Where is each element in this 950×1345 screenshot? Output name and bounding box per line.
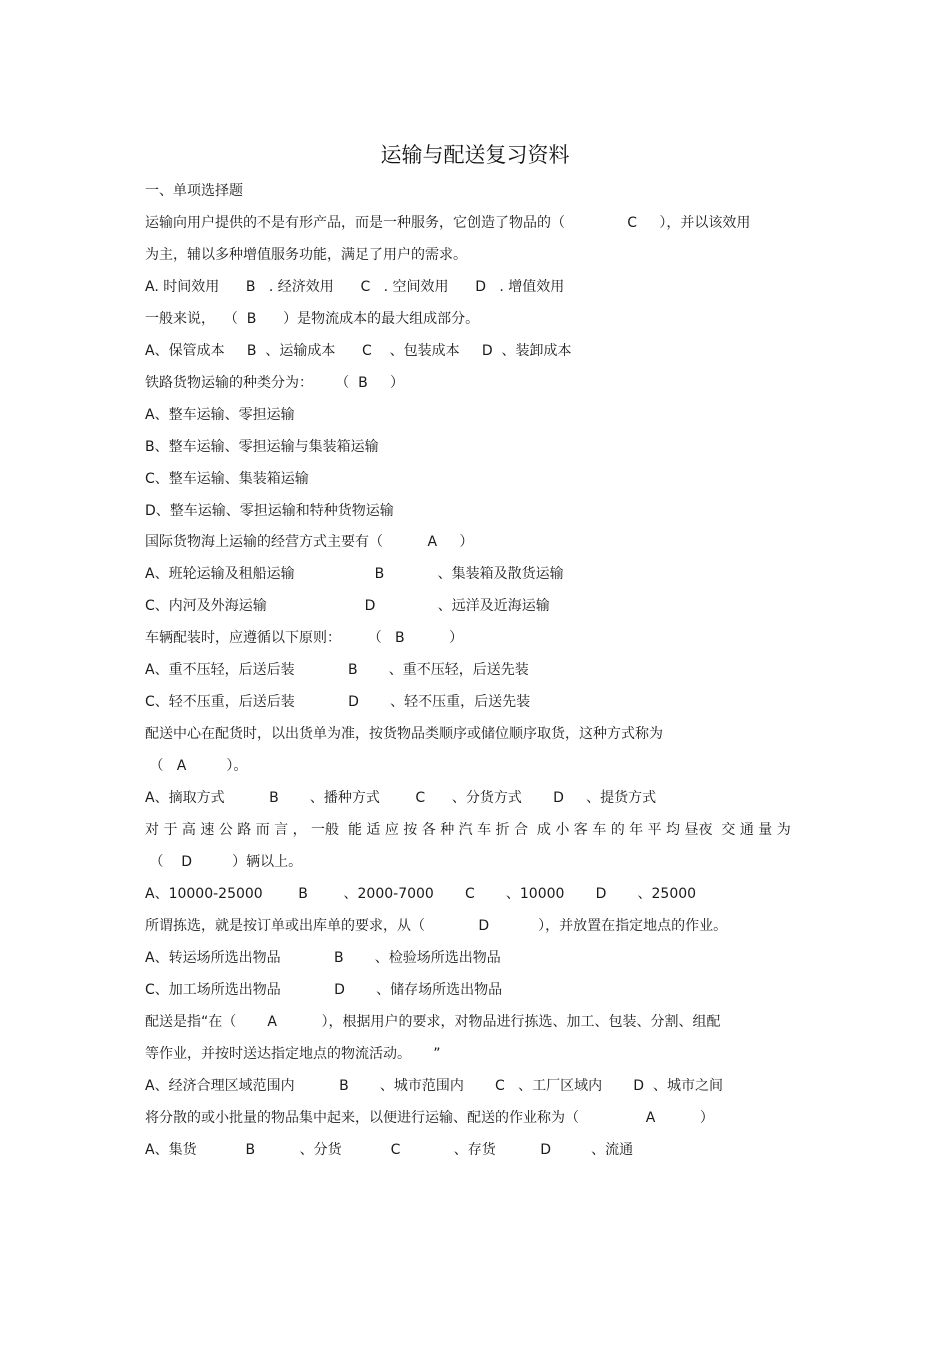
text-line: 一般来说， （ B ）是物流成本的最大组成部分。 (145, 311, 480, 327)
text-line: C、加工场所选出物品 D 、储存场所选出物品 (145, 982, 503, 998)
text-line: A、摘取方式 B 、播种方式 C 、分货方式 D 、提货方式 (145, 790, 657, 806)
text-line: 铁路货物运输的种类分为： （ B ） (145, 375, 405, 391)
text-line: 车辆配装时，应遵循以下原则： （ B ） (145, 630, 464, 646)
text-line: （ A ）。 (145, 758, 248, 774)
text-line: 配送中心在配货时，以出货单为准，按货物品类顺序或储位顺序取货，这种方式称为 (145, 726, 663, 742)
text-line: 等作业，并按时送达指定地点的物流活动。 ” (145, 1046, 441, 1062)
text-line: 运输向用户提供的不是有形产品，而是一种服务，它创造了物品的（ C ），并以该效用 (145, 215, 751, 231)
text-line: B、整车运输、零担运输与集装箱运输 (145, 439, 379, 455)
text-line: A. 时间效用 B . 经济效用 C . 空间效用 D . 增值效用 (145, 279, 565, 295)
text-line: A、经济合理区域范围内 B 、城市范围内 C 、工厂区域内 D 、城市之间 (145, 1078, 723, 1094)
document-title: 运输与配送复习资料 (380, 143, 570, 167)
text-line: A、转运场所选出物品 B 、检验场所选出物品 (145, 950, 501, 966)
text-line: C、内河及外海运输 D 、远洋及近海运输 (145, 598, 550, 614)
text-line: A、整车运输、零担运输 (145, 407, 295, 423)
text-line: 所谓拣选，就是按订单或出库单的要求，从（ D ），并放置在指定地点的作业。 (145, 918, 728, 934)
text-line: D、整车运输、零担运输和特种货物运输 (145, 503, 394, 519)
text-line: A、保管成本 B 、运输成本 C 、包装成本 D 、装卸成本 (145, 343, 572, 359)
text-line: 配送是指“在（ A ），根据用户的要求，对物品进行拣选、加工、包装、分割、组配 (145, 1014, 721, 1030)
text-line: 对 于 高 速 公 路 而 言 ， 一般 能 适 应 按 各 种 汽 车 折 合 成 小 客 车 的 年 平 均 昼夜 交 通 量 为 (145, 822, 791, 838)
text-line: 为主，辅以多种增值服务功能，满足了用户的需求。 (145, 247, 467, 263)
text-line: A、集货 B 、分货 C 、存货 D 、流通 (145, 1142, 634, 1158)
text-line: C、轻不压重，后送后装 D 、轻不压重，后送先装 (145, 694, 531, 710)
text-line: A、10000-25000 B 、2000-7000 C 、10000 D 、25000 (145, 886, 697, 902)
text-line: （ D ）辆以上。 (145, 854, 303, 870)
text-line: 将分散的或小批量的物品集中起来，以便进行运输、配送的作业称为（ A ） (145, 1110, 714, 1126)
text-line: 国际货物海上运输的经营方式主要有（ A ） (145, 534, 474, 550)
text-line: 一、单项选择题 (145, 183, 243, 199)
text-line: A、重不压轻，后送后装 B 、重不压轻，后送先装 (145, 662, 529, 678)
text-line: C、整车运输、集装箱运输 (145, 471, 309, 487)
text-line: A、班轮运输及租船运输 B 、集装箱及散货运输 (145, 566, 564, 582)
